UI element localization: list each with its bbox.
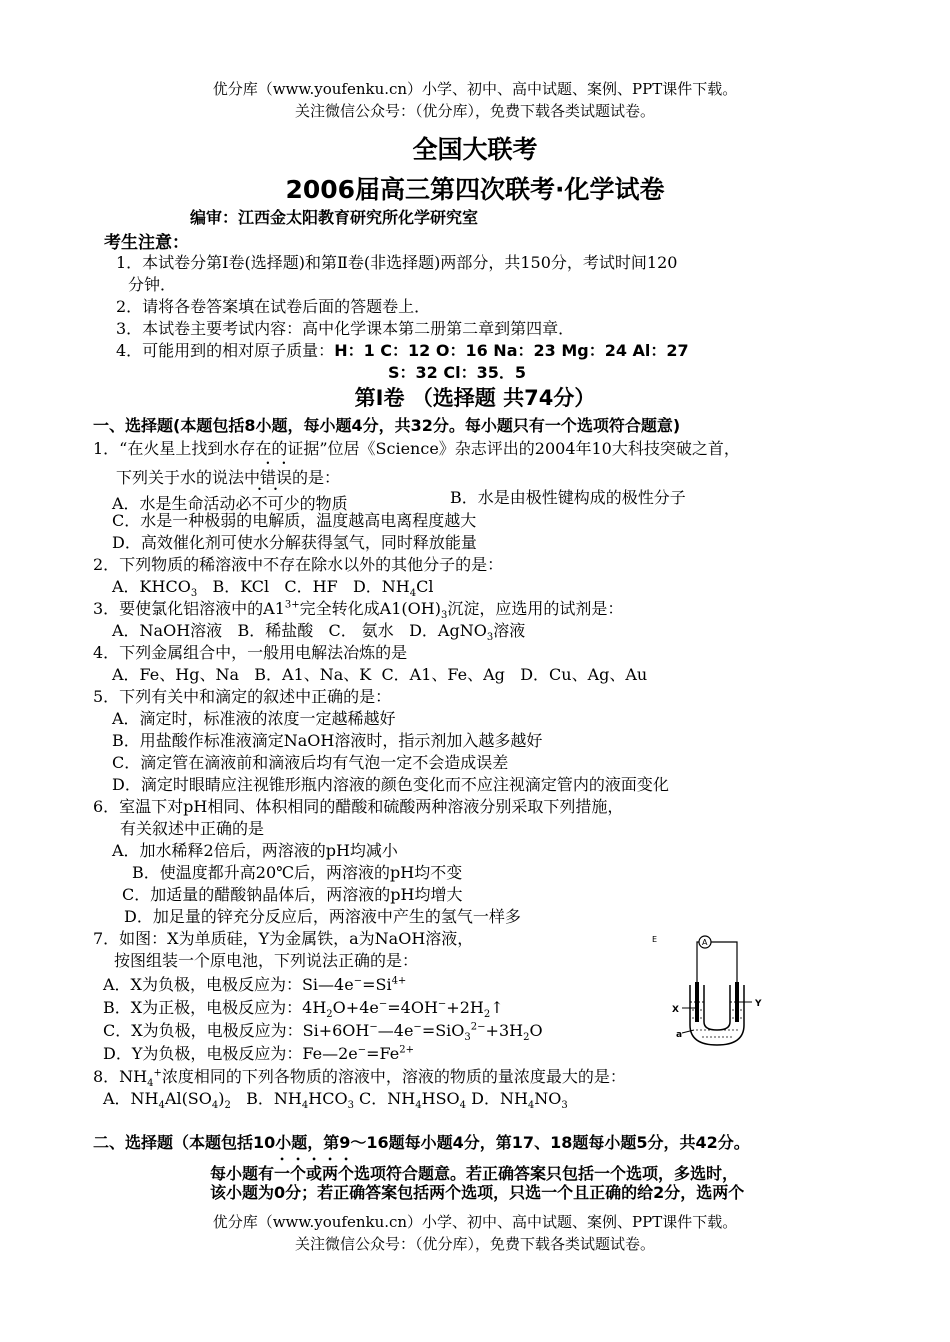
q7-c-mid3: +3H	[485, 1021, 524, 1040]
q8-option-a: A．NH	[103, 1089, 159, 1108]
galvanic-cell-diagram	[652, 930, 777, 1050]
q1-a-part3: 少的物质	[283, 494, 348, 513]
q7-c-sup3: 2−	[470, 1021, 486, 1033]
q4-option-a: A．Fe、Hg、Na	[112, 665, 239, 684]
q1-stem-2c: 的是：	[292, 468, 341, 487]
q7-b-sup1: −	[378, 998, 388, 1010]
q8-sub: 4	[147, 1078, 154, 1090]
q7-option-b	[103, 995, 504, 1020]
q7-c-sub: 3	[464, 1032, 471, 1044]
q8-option-c: C．NH	[359, 1089, 416, 1108]
q3-sup: 3+	[284, 599, 300, 611]
q7-a-tail: =Si	[362, 975, 392, 994]
diagram-label-x: X	[672, 1005, 679, 1015]
q8-c-sub2: 4	[459, 1100, 467, 1112]
q7-a-sup2: 4+	[391, 975, 407, 987]
q6-stem-1: 6．室温下对pH相同、体积相同的醋酸和硫酸两种溶液分别采取下列措施，	[93, 797, 624, 816]
q8-sup: +	[153, 1067, 162, 1079]
q8-b-sub: 4	[301, 1100, 309, 1112]
q6-option-d: D．加足量的锌充分反应后，两溶液中产生的氢气一样多	[124, 907, 521, 926]
notice-item-3: 3．本试卷主要考试内容：高中化学课本第二册第二章到第四章．	[116, 319, 575, 338]
q8-b-mid: HCO	[308, 1089, 348, 1108]
q8-option-d: D．NH	[471, 1089, 528, 1108]
q3-option-c: C． 氨水	[328, 621, 394, 640]
q2-option-a: A．KHCO	[112, 577, 191, 596]
q7-b-mid: O+4e	[332, 998, 379, 1017]
q3-option-a: A．NaOH溶液	[112, 621, 223, 640]
q7-c-sub2: 2	[523, 1032, 530, 1044]
electrode-y	[735, 982, 739, 1022]
q8-d-mid: NO	[534, 1089, 562, 1108]
diagram-label-a: a	[676, 1030, 683, 1040]
q2-d-sub: 4	[409, 588, 417, 600]
q7-c-mid2: =SiO	[421, 1021, 465, 1040]
pointer-a	[682, 1030, 694, 1033]
q3-stem-1: 3．要使氯化铝溶液中的A1	[93, 599, 285, 618]
q7-c-text: C．X为负极，电极反应为：Si+6OH	[103, 1021, 370, 1040]
header-line-2: 关注微信公众号：（优分库），免费下载各类试题试卷。	[294, 102, 655, 120]
q1-keyword: 错误	[260, 468, 293, 487]
q7-b-sup2: −	[437, 998, 447, 1010]
q7-option-d	[103, 1041, 414, 1064]
q3-stem-3: 沉淀，应选用的试剂是：	[447, 599, 624, 618]
q8-a-sub2: 4	[211, 1100, 219, 1112]
q1-stem-1: 1．“在火星上找到水存在的证据”位居《Science》杂志评出的2004年10大科技突破之首，	[93, 439, 740, 458]
q4-option-b: B．A1、Na、K	[254, 665, 372, 684]
notice-item-1-cont: 分钟．	[128, 275, 177, 294]
part1-heading: 一、选择题(本题包括8小题，每小题4分，共32分。每小题只有一个选项符合题意)	[93, 416, 681, 435]
q2-d-tail: Cl	[416, 577, 434, 596]
q3-option-b: B．稀盐酸	[237, 621, 314, 640]
notice-item-4	[116, 338, 689, 361]
q7-c-mid: —4e	[377, 1021, 414, 1040]
q2-stem: 2．下列物质的稀溶液中不存在除水以外的其他分子的是：	[93, 555, 504, 574]
q6-option-a: A．加水稀释2倍后，两溶液的pH均减小	[112, 841, 398, 860]
exam-title-sub: 2006届高三第四次联考·化学试卷	[285, 175, 665, 204]
q3-d-sub: 3	[486, 632, 494, 644]
q1-option-b: B．水是由极性键构成的极性分子	[450, 488, 686, 507]
q7-c-sup2: −	[413, 1021, 422, 1033]
q8-b-sub2: 3	[347, 1100, 354, 1112]
q7-b-tail: ↑	[490, 998, 504, 1017]
q7-a-text: A．X为负极，电极反应为：Si—4e	[103, 975, 354, 994]
q1-a-part1: A．水是生命活动必	[112, 494, 252, 513]
q6-option-c: C．加适量的醋酸钠晶体后，两溶液的pH均增大	[122, 885, 463, 904]
q7-d-text: D．Y为负极，电极反应为：Fe—2e	[103, 1044, 358, 1063]
q7-option-c	[103, 1018, 543, 1043]
q2-option-c: C．HF	[284, 577, 338, 596]
atomic-masses-2: S：32 Cl：35．5	[388, 363, 526, 382]
q3-stem-2: 完全转化成A1(OH)	[299, 599, 441, 618]
q5-option-b: B．用盐酸作标准液滴定NaOH溶液时，指示剂加入越多越好	[112, 731, 543, 750]
q8-d-sub: 4	[527, 1100, 535, 1112]
q1-option-c: C．水是一种极弱的电解质，温度越高电离程度越大	[112, 511, 477, 530]
diagram-label-ammeter: A	[702, 938, 708, 947]
section1-title: 第Ⅰ卷 （选择题 共74分）	[354, 386, 596, 410]
q8-a-sub: 4	[158, 1100, 165, 1112]
solution-hatching	[692, 1010, 742, 1037]
atomic-masses-1: H：1 C：12 O：16 Na：23 Mg：24 Al：27	[334, 341, 689, 360]
header-line-1: 优分库（www.youfenku.cn）小学、初中、高中试题、案例、PPT课件下载。	[212, 80, 738, 98]
part2-line-2a: 每小题有	[210, 1164, 275, 1183]
q7-c-sup1: −	[369, 1021, 378, 1033]
q1-stem-2	[116, 459, 340, 488]
q6-stem-2: 有关叙述中正确的是	[120, 819, 265, 838]
q1-option-d: D．高效催化剂可使水分解获得氢气，同时释放能量	[112, 533, 477, 552]
q7-d-sup2: 2+	[399, 1044, 414, 1056]
q3-option-d: D．AgNO	[409, 621, 487, 640]
q8-options	[103, 1086, 568, 1111]
diagram-label-e: E	[652, 935, 658, 944]
q8-d-sub2: 3	[561, 1100, 568, 1112]
q5-option-c: C．滴定管在滴液前和滴液后均有气泡一定不会造成误差	[112, 753, 509, 772]
q7-b-mid3: +2H	[446, 998, 484, 1017]
q7-stem-2: 按图组装一个原电池，下列说法正确的是：	[114, 951, 419, 970]
q3-d-tail: 溶液	[493, 621, 526, 640]
part2-keyword: 一个或两个	[274, 1164, 355, 1183]
q2-option-d: D．NH	[352, 577, 410, 596]
notice-title: 考生注意：	[104, 233, 189, 253]
q2-option-b: B．KCl	[212, 577, 270, 596]
q7-a-sup1: −	[353, 975, 363, 987]
footer-line-2: 关注微信公众号：（优分库），免费下载各类试题试卷。	[294, 1235, 655, 1253]
q4-stem: 4．下列金属组合中，一般用电解法冶炼的是	[93, 643, 408, 662]
q6-option-b: B．使温度都升高20℃后，两溶液的pH均不变	[132, 863, 463, 882]
circuit-wire	[697, 942, 737, 994]
q8-stem-1: 8．NH	[93, 1067, 148, 1086]
q7-d-tail: =Fe	[366, 1044, 400, 1063]
q7-b-text: B．X为正极，电极反应为：4H	[103, 998, 327, 1017]
electrode-x	[695, 982, 699, 1022]
q8-c-mid: HSO	[421, 1089, 460, 1108]
q8-c-sub: 4	[415, 1100, 422, 1112]
diagram-label-y: Y	[755, 999, 762, 1009]
q8-a-sub3: 2	[224, 1100, 231, 1112]
q4-options	[112, 662, 647, 685]
q5-option-d: D．滴定时眼睛应注视锥形瓶内溶液的颜色变化而不应注视滴定管内的液面变化	[112, 775, 669, 794]
q7-stem-1: 7．如图：X为单质硅，Y为金属铁，a为NaOH溶液，	[93, 929, 474, 948]
exam-title-main: 全国大联考	[412, 135, 538, 164]
q7-c-tail: O	[529, 1021, 543, 1040]
q4-option-d: D．Cu、Ag、Au	[520, 665, 648, 684]
q8-a-tail: )	[218, 1089, 225, 1108]
q8-option-b: B．NH	[246, 1089, 302, 1108]
part2-line-2c: 选项符合题意。若正确答案只包括一个选项，多选时，	[354, 1164, 739, 1183]
q1-stem-2a: 下列关于水的说法中	[116, 468, 261, 487]
footer-line-1: 优分库（www.youfenku.cn）小学、初中、高中试题、案例、PPT课件下载。	[212, 1213, 738, 1231]
q8-a-mid: Al(SO	[164, 1089, 212, 1108]
q4-option-c: C．A1、Fe、Ag	[381, 665, 505, 684]
q1-a-part2: 不可	[251, 494, 284, 513]
q7-b-sub1: 2	[326, 1009, 333, 1021]
q7-d-sup1: −	[357, 1044, 367, 1056]
q7-b-sub2: 2	[483, 1009, 491, 1021]
q8-stem-2: 浓度相同的下列各物质的溶液中，溶液的物质的量浓度最大的是：	[161, 1067, 626, 1086]
notice-item-2: 2．请将各卷答案填在试卷后面的答题卷上．	[116, 297, 431, 316]
notice-item-4-label: 4．可能用到的相对原子质量：	[116, 341, 335, 360]
part2-line-1: 二、选择题（本题包括10小题，第9～16题每小题4分，第17、18题每小题5分，共42分。	[93, 1133, 750, 1152]
q7-b-mid2: =4OH	[387, 998, 438, 1017]
q7-option-a	[103, 972, 406, 995]
part2-line-3: 该小题为0分；若正确答案包括两个选项，只选一个且正确的给2分，选两个	[210, 1183, 745, 1202]
exam-editor: 编审：江西金太阳教育研究所化学研究室	[190, 208, 479, 227]
notice-item-1: 1．本试卷分第Ⅰ卷(选择题)和第Ⅱ卷(非选择题)两部分，共150分，考试时间120	[116, 253, 678, 272]
q5-stem: 5．下列有关中和滴定的叙述中正确的是：	[93, 687, 392, 706]
q5-option-a: A．滴定时，标准液的浓度一定越稀越好	[112, 709, 396, 728]
q3-sub: 3	[440, 610, 448, 622]
u-tube-inner	[704, 985, 730, 1030]
q2-a-sub: 3	[190, 588, 198, 600]
